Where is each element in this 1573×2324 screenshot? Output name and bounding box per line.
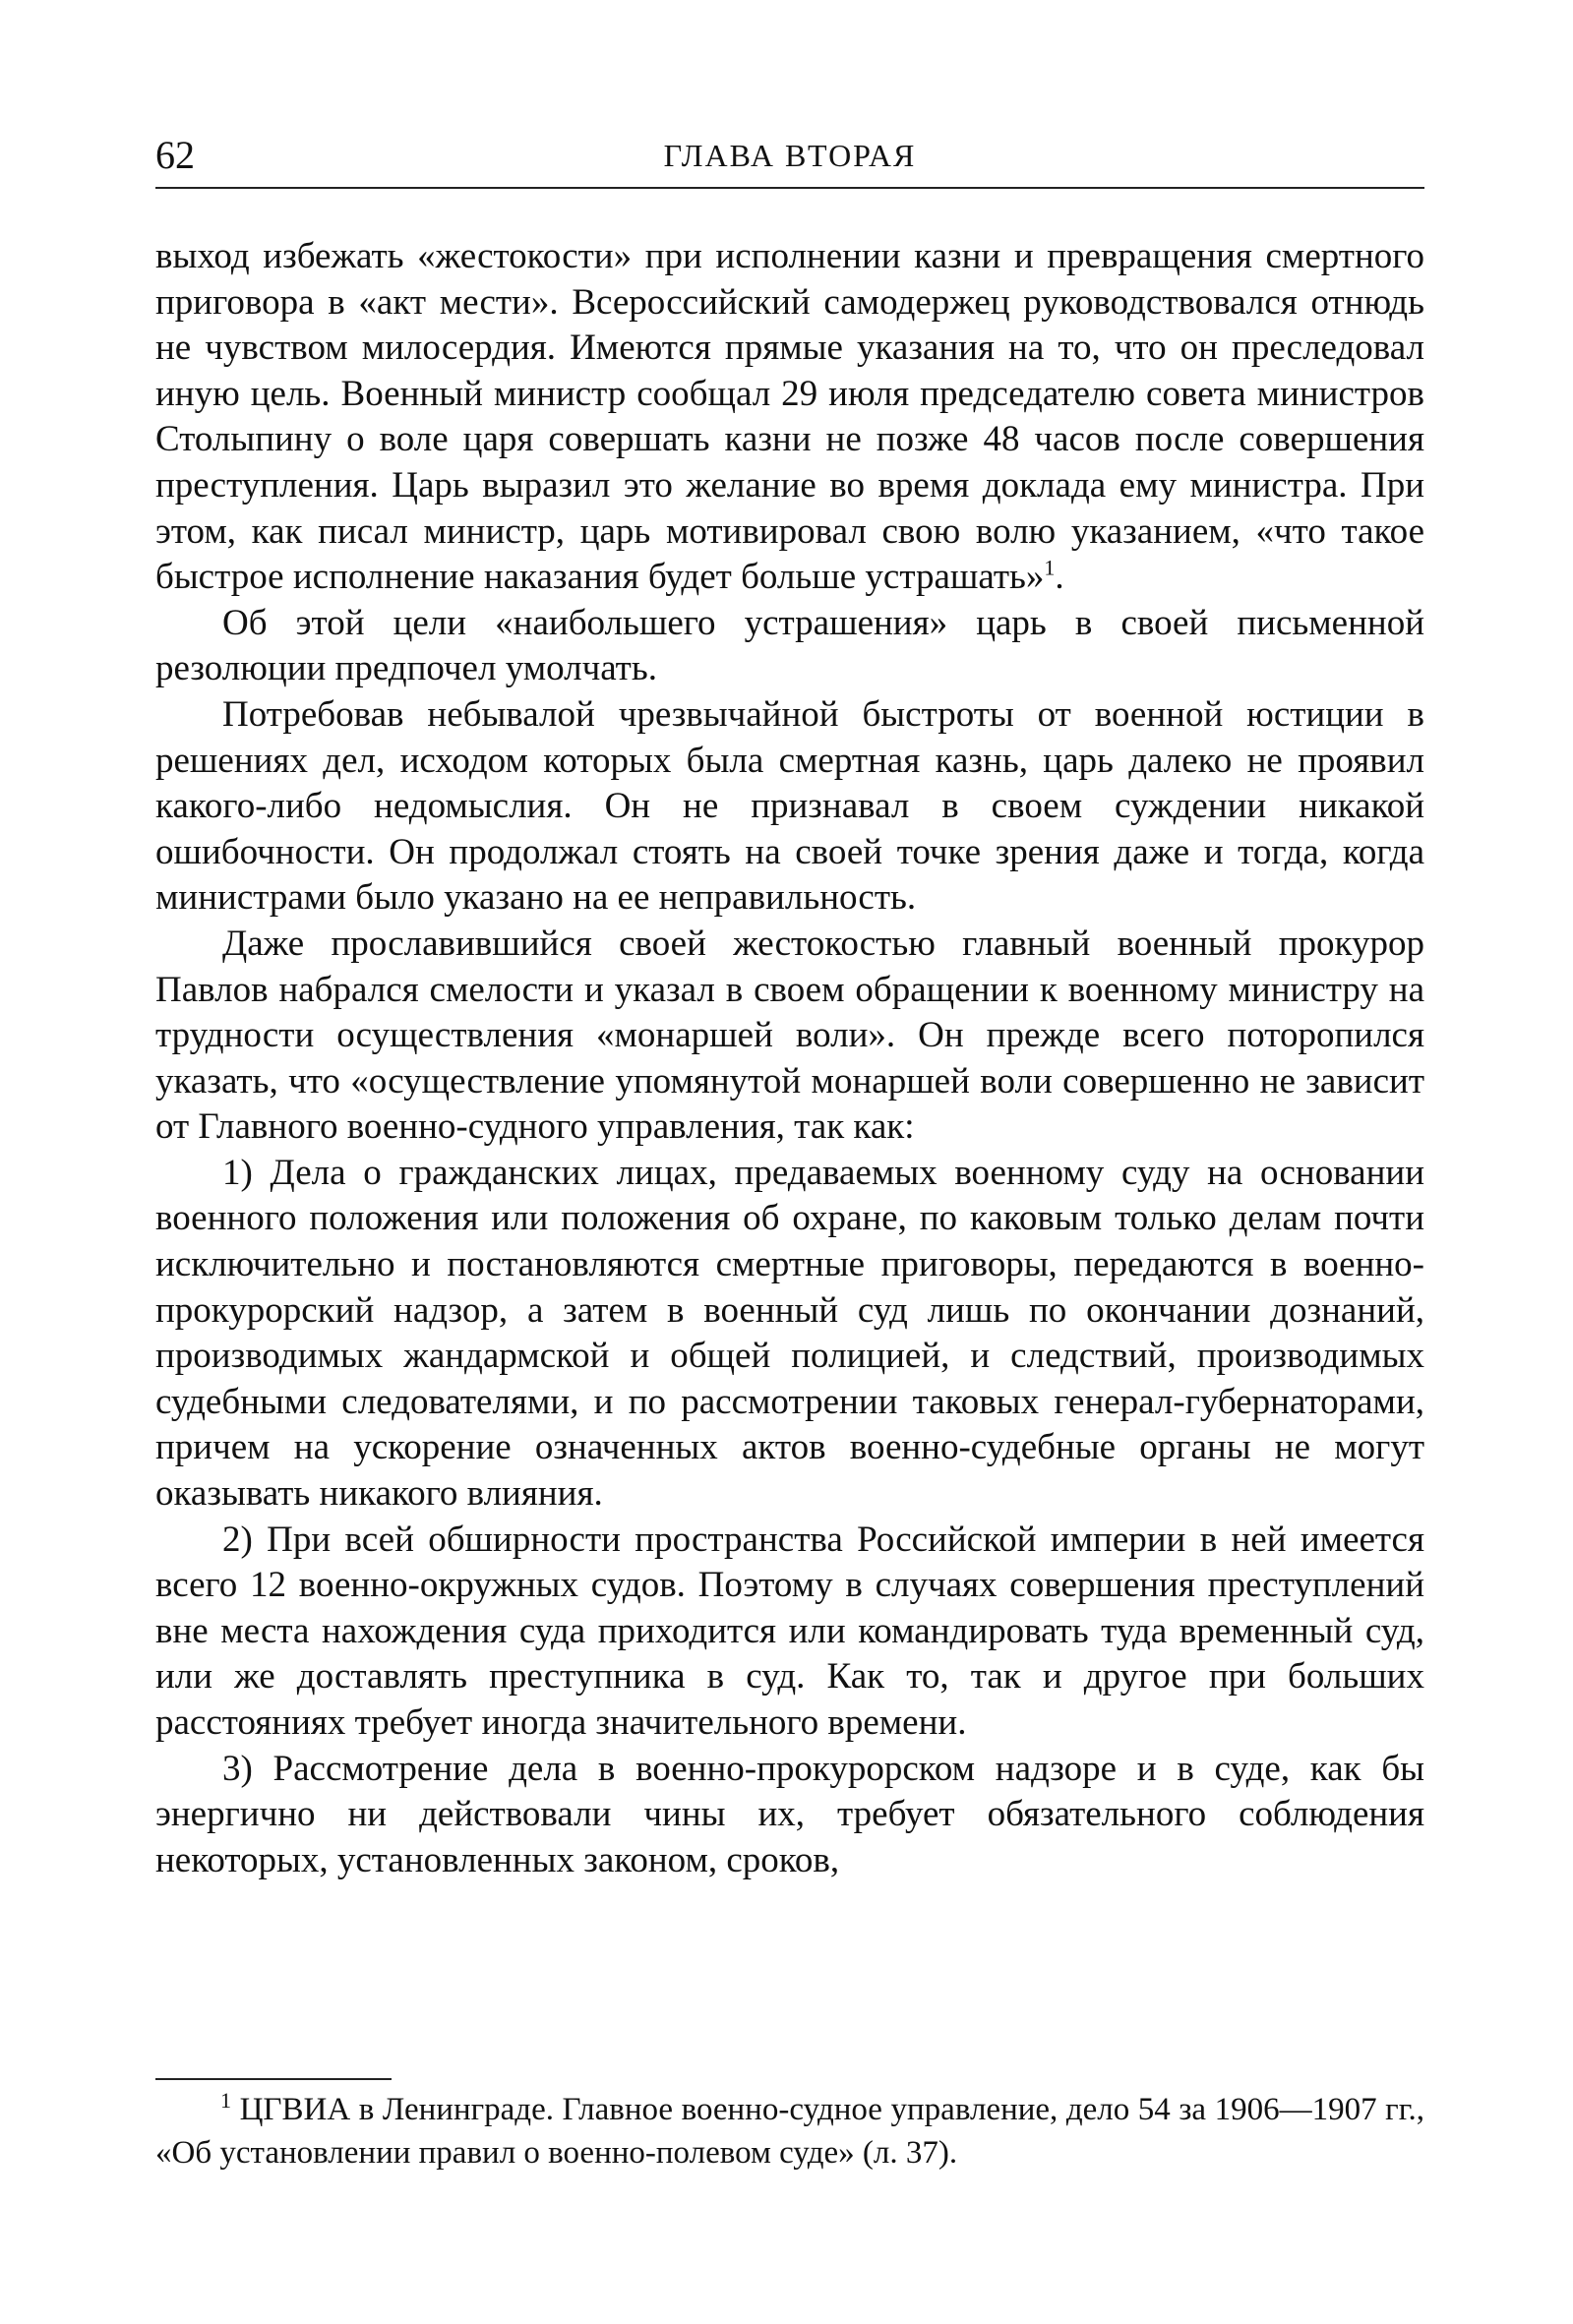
main-text	[155, 234, 1424, 1883]
footnote-marker: 1	[220, 2088, 231, 2113]
page-number: 62	[155, 133, 195, 177]
paragraph-1	[155, 234, 1424, 601]
paragraph-4: Даже прославившийся своей жестокостью главный военный прокурор Павлов набрался смелости и указал в своем обращении к военному министру на трудности осуществления «монаршей воли». Он прежде всего поторопился указать, что «осуществление упомянутой монаршей воли совершенно не зависит от Главного военно-судного управления, так как:	[155, 923, 1424, 1148]
list-item-1: 1) Дела о гражданских лицах, предаваемых военному суду на основании военного положения или положения об охране, по каковым только делам почти исключительно и постановляются смертные приговоры, передаются в военно-прокурорский надзор, а затем в военный суд лишь по окончании дознаний, производимых жандармской и общей полицией, и следствий, производимых судебными следователями, и по рассмотрении таковых генерал-губернаторами, причем на ускорение означенных актов военно-судебные органы не могут оказывать никакого влияния.	[155, 1152, 1424, 1515]
paragraph-2: Об этой цели «наибольшего устрашения» царь в своей письменной резолюции предпочел умолчать.	[155, 602, 1424, 689]
footnote-rule	[155, 2078, 392, 2080]
running-head	[155, 128, 1424, 183]
header-rule	[155, 187, 1424, 189]
list-item-3: 3) Рассмотрение дела в военно-прокурорском надзоре и в суде, как бы энергично ни действовали чины их, требует обязательного соблюдения некоторых, установленных законом, сроков,	[155, 1748, 1424, 1880]
footnote-text: ЦГВИА в Ленинграде. Главное военно-судное управление, дело 54 за 1906—1907 гг., «Об установлении правил о военно-полевом суде» (л. 37).	[155, 2092, 1425, 2171]
footnote	[155, 2088, 1424, 2175]
footnote-reference: 1	[1044, 555, 1056, 580]
chapter-title: ГЛАВА ВТОРАЯ	[663, 138, 917, 173]
list-item-2: 2) При всей обширности пространства Российской империи в ней имеется всего 12 военно-окружных судов. Поэтому в случаях совершения преступлений вне места нахождения суда приходится или командировать туда временный суд, или же доставлять преступника в суд. Как то, так и другое при больших расстояниях требует иногда значительного времени.	[155, 1519, 1424, 1743]
paragraph-1-end: .	[1055, 557, 1064, 598]
paragraph-1-text: выход избежать «жестокости» при исполнении казни и превращения смертного приговора в «акт мести». Всероссийский самодержец руководствовался отнюдь не чувством милосердия. Имеются прямые указания на то, что он преследовал иную цель. Военный министр сообщал 29 июля председателю совета министров Столыпину о воле царя совершать казни не позже 48 часов после совершения преступления. Царь выразил это желание во время доклада ему министра. При этом, как писал министр, царь мотивировал свою волю указанием, «что такое быстрое исполнение наказания будет больше устрашать»	[155, 236, 1424, 598]
paragraph-3: Потребовав небывалой чрезвычайной быстроты от военной юстиции в решениях дел, исходом которых была смертная казнь, царь далеко не проявил какого-либо недомыслия. Он не признавал в своем суждении никакой ошибочности. Он продолжал стоять на своей точке зрения даже и тогда, когда министрами было указано на ее неправильность.	[155, 693, 1424, 919]
